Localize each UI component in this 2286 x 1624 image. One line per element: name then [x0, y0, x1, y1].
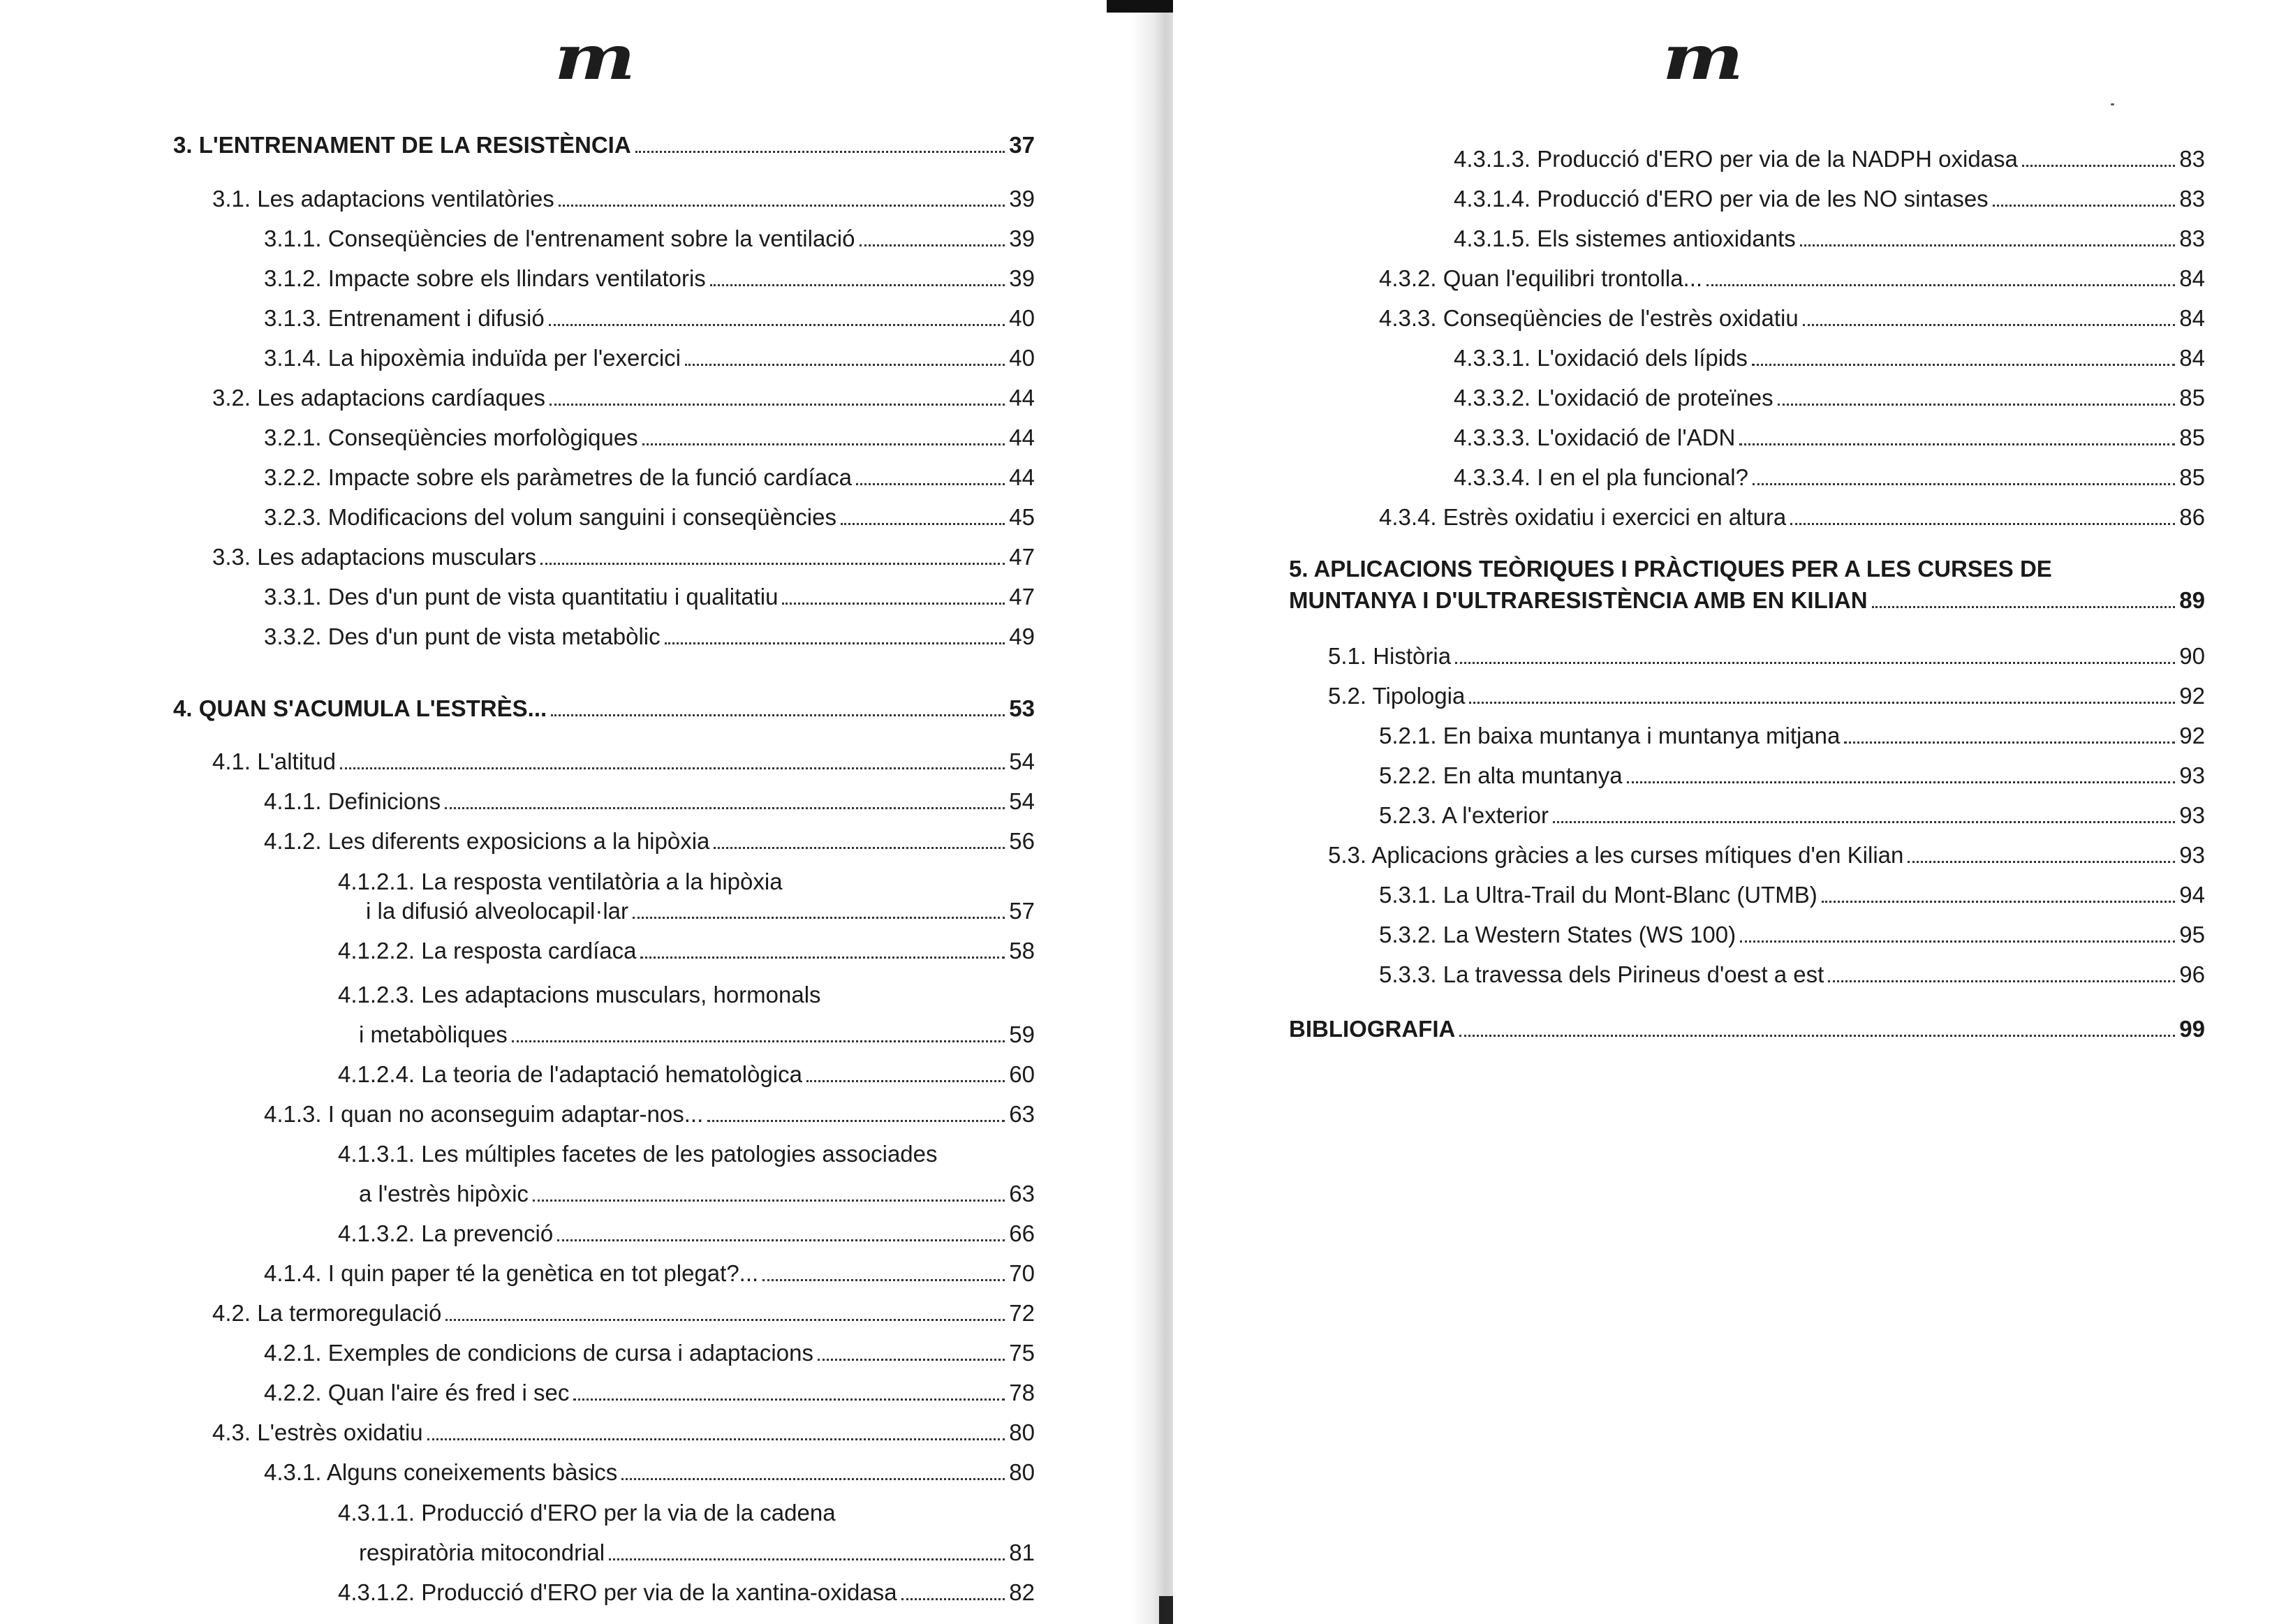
- toc-entry-title: 3.2. Les adaptacions cardíaques: [212, 385, 546, 411]
- toc-subsubsection: [1454, 184, 2205, 214]
- dot-leader: [512, 1040, 1005, 1042]
- toc-page-number: 59: [1009, 1021, 1035, 1047]
- toc-page-number: 89: [2179, 587, 2205, 613]
- toc-page-number: 72: [1009, 1300, 1035, 1326]
- toc-page-number: 90: [2179, 643, 2205, 669]
- toc-page-number: 75: [1009, 1340, 1035, 1366]
- toc-section: [1328, 641, 2205, 672]
- dot-leader: [557, 1239, 1005, 1241]
- toc-subsection: [264, 1338, 1035, 1368]
- toc-subsubsection: [338, 936, 1035, 966]
- toc-entry-title: i metabòliques: [359, 1021, 508, 1047]
- toc-page-number: 85: [2179, 385, 2205, 411]
- toc-page-number: 84: [2179, 305, 2205, 331]
- dot-leader: [782, 603, 1005, 605]
- toc-subsubsection: [338, 1577, 1035, 1608]
- dot-leader: [1455, 662, 2175, 664]
- dot-leader: [573, 1398, 1005, 1401]
- toc-entry-title: 4.3. L'estrès oxidatiu: [212, 1419, 423, 1445]
- toc-page-number: 57: [1009, 898, 1035, 924]
- toc-entry-title: 4.3.1.4. Producció d'ERO per via de les NO sintases: [1454, 186, 1989, 212]
- dot-leader: [818, 1359, 1005, 1361]
- dot-leader: [762, 1279, 1005, 1281]
- toc-page-number: 63: [1009, 1101, 1035, 1127]
- toc-entry-title: 4.1.2.4. La teoria de l'adaptació hematològica: [338, 1061, 802, 1087]
- publisher-logo: m: [554, 21, 633, 94]
- toc-page-number: 60: [1009, 1061, 1035, 1087]
- toc-page-number: 47: [1009, 584, 1035, 610]
- dot-leader: [1778, 404, 2176, 406]
- toc-page-number: 56: [1009, 828, 1035, 854]
- dot-leader: [340, 767, 1005, 769]
- toc-bibliography: [1289, 1014, 2205, 1044]
- dot-leader: [550, 404, 1005, 406]
- toc-page-number: 92: [2179, 723, 2205, 748]
- toc-page-number: 54: [1009, 788, 1035, 814]
- toc-page-number: 94: [2179, 882, 2205, 908]
- toc-entry-title: 3.3.2. Des d'un punt de vista metabòlic: [264, 623, 661, 649]
- toc-subsubsection: [338, 1059, 1035, 1090]
- toc-page-number: 40: [1009, 345, 1035, 371]
- toc-subsection: [264, 786, 1035, 817]
- dot-leader: [707, 1120, 1005, 1122]
- toc-page-number: 44: [1009, 425, 1035, 450]
- dot-leader: [1739, 443, 2175, 445]
- dot-leader: [445, 807, 1005, 809]
- toc-entry-title: 4.1.2. Les diferents exposicions a la hipòxia: [264, 828, 710, 854]
- toc-page-number: 92: [2179, 683, 2205, 709]
- dot-leader: [710, 284, 1005, 286]
- toc-page-number: 82: [1009, 1579, 1035, 1605]
- toc-entry-title: 4.1.4. I quin paper té la genètica en tot plegat?...: [264, 1260, 759, 1286]
- toc-entry-title: 5.2.1. En baixa muntanya i muntanya mitjana: [1379, 723, 1841, 748]
- toc-page-number: 84: [2179, 345, 2205, 371]
- toc-entry-title: 3.3.1. Des d'un punt de vista quantitatiu i qualitatiu: [264, 584, 779, 610]
- toc-subsection: [264, 1258, 1035, 1289]
- toc-entry-title: 3.1.3. Entrenament i difusió: [264, 305, 545, 331]
- dot-leader: [640, 957, 1005, 959]
- toc-subsubsection: 4.1.2.3. Les adaptacions musculars, hormonals: [338, 982, 821, 1007]
- dot-leader: [1844, 741, 2175, 744]
- publisher-logo: m: [1662, 21, 1741, 94]
- toc-section: [212, 383, 1035, 413]
- toc-entry-title: 4.3.3.1. L'oxidació dels lípids: [1454, 345, 1748, 371]
- toc-subsection: [1379, 800, 2205, 831]
- toc-page-number: 49: [1009, 623, 1035, 649]
- toc-entry-title: respiratòria mitocondrial: [359, 1540, 605, 1565]
- dot-leader: [1459, 1035, 2175, 1037]
- toc-chapter-5-title: 5. APLICACIONS TEÒRIQUES I PRÀCTIQUES PER A LES CURSES DE: [1289, 556, 2052, 582]
- toc-page-number: 53: [1009, 695, 1035, 721]
- dot-leader: [1553, 821, 2175, 823]
- toc-section: [212, 542, 1035, 573]
- toc-subsubsection-cont: [359, 1179, 1035, 1209]
- dot-leader: [540, 563, 1005, 565]
- toc-subsection: [264, 1099, 1035, 1130]
- toc-page-number: 39: [1009, 226, 1035, 251]
- toc-entry-title: 4.2.1. Exemples de condicions de cursa i adaptacions: [264, 1340, 813, 1366]
- toc-entry-title: 3.2.3. Modificacions del volum sanguini i conseqüències: [264, 504, 836, 530]
- dot-leader: [1469, 702, 2175, 704]
- toc-page-number: 99: [2179, 1016, 2205, 1042]
- toc-section: [212, 184, 1035, 214]
- toc-entry-title: 4.1. L'altitud: [212, 748, 336, 774]
- toc-chapter-3: [173, 130, 1035, 161]
- toc-subsubsection: [1454, 144, 2205, 175]
- dot-leader: [856, 483, 1005, 485]
- dot-leader: [609, 1558, 1005, 1560]
- toc-subsubsection: [1454, 383, 2205, 413]
- toc-entry-title: MUNTANYA I D'ULTRARESISTÈNCIA AMB EN KILIAN: [1289, 587, 1868, 613]
- toc-page-number: 63: [1009, 1181, 1035, 1206]
- toc-chapter-5: [1289, 585, 2205, 616]
- toc-entry-title: 5.2.3. A l'exterior: [1379, 802, 1549, 828]
- dot-leader: [1752, 364, 2175, 366]
- toc-page-number: 83: [2179, 226, 2205, 251]
- dot-leader: [2022, 165, 2175, 167]
- toc-subsection: [1379, 880, 2205, 910]
- dot-leader: [551, 714, 1005, 716]
- toc-page-number: 85: [2179, 464, 2205, 490]
- toc-entry-title: 4.3.1.3. Producció d'ERO per via de la NADPH oxidasa: [1454, 146, 2018, 172]
- toc-subsubsection: [338, 1218, 1035, 1249]
- toc-page-number: 95: [2179, 922, 2205, 947]
- toc-subsection: [1379, 959, 2205, 990]
- toc-page-number: 83: [2179, 186, 2205, 212]
- dot-leader: [1872, 606, 2176, 608]
- toc-entry-title: 4.3.2. Quan l'equilibri trontolla...: [1379, 265, 1703, 291]
- toc-subsubsection-cont: [359, 1019, 1035, 1050]
- dot-leader: [901, 1598, 1005, 1600]
- toc-page-number: 85: [2179, 425, 2205, 450]
- toc-entry-title: 3.1.4. La hipoxèmia induïda per l'exercici: [264, 345, 681, 371]
- toc-subsubsection-cont: [359, 1537, 1035, 1568]
- toc-entry-title: 4.2. La termoregulació: [212, 1300, 442, 1326]
- toc-entry-title: 5.3.1. La Ultra-Trail du Mont-Blanc (UTMB): [1379, 882, 1817, 908]
- toc-subsubsection: [1454, 343, 2205, 374]
- dot-leader: [633, 917, 1005, 919]
- toc-entry-title: 4.3.3.2. L'oxidació de proteïnes: [1454, 385, 1774, 411]
- toc-subsection: [264, 343, 1035, 374]
- toc-entry-title: 3.2.2. Impacte sobre els paràmetres de la funció cardíaca: [264, 464, 852, 490]
- toc-entry-title: 5.1. Història: [1328, 643, 1452, 669]
- toc-page-number: 81: [1009, 1540, 1035, 1565]
- toc-subsection: [264, 502, 1035, 533]
- toc-entry-title: 3.1.1. Conseqüències de l'entrenament sobre la ventilació: [264, 226, 855, 251]
- toc-entry-title: 5.3.2. La Western States (WS 100): [1379, 922, 1736, 947]
- toc-section: [212, 1417, 1035, 1448]
- dot-leader: [1993, 205, 2176, 207]
- toc-entry-title: 5.2.2. En alta muntanya: [1379, 762, 1623, 788]
- toc-page-number: 80: [1009, 1459, 1035, 1485]
- toc-subsection: [264, 223, 1035, 254]
- toc-subsubsection: 4.1.2.1. La resposta ventilatòria a la hipòxia: [338, 869, 783, 894]
- dot-leader: [559, 205, 1005, 207]
- toc-chapter-4: [173, 693, 1035, 724]
- toc-page-number: 44: [1009, 385, 1035, 411]
- dot-leader: [533, 1199, 1005, 1202]
- toc-page-number: 37: [1009, 132, 1035, 158]
- toc-subsubsection: 4.3.1.1. Producció d'ERO per la via de la cadena: [338, 1500, 836, 1526]
- toc-section: [1328, 681, 2205, 711]
- toc-subsection: [264, 582, 1035, 612]
- toc-entry-title: 3.1.2. Impacte sobre els llindars ventilatoris: [264, 265, 706, 291]
- toc-subsection: [1379, 760, 2205, 791]
- dot-leader: [1753, 483, 2175, 485]
- toc-subsubsection: [1454, 422, 2205, 453]
- print-speck: [2111, 103, 2114, 105]
- toc-entry-title: 4.1.3. I quan no aconseguim adaptar-nos...: [264, 1101, 704, 1127]
- toc-entry-title: 3. L'ENTRENAMENT DE LA RESISTÈNCIA: [173, 132, 631, 158]
- toc-entry-title: 4.3.3.3. L'oxidació de l'ADN: [1454, 425, 1736, 450]
- toc-page-number: 54: [1009, 748, 1035, 774]
- toc-section: [1328, 840, 2205, 871]
- toc-subsection: [264, 621, 1035, 652]
- toc-subsection: [1379, 721, 2205, 751]
- toc-entry-title: 3.3. Les adaptacions musculars: [212, 544, 537, 570]
- toc-entry-title: i la difusió alveolocapil·lar: [366, 898, 629, 924]
- toc-page-number: 86: [2179, 504, 2205, 530]
- toc-subsection: [264, 422, 1035, 453]
- toc-entry-title: 4.1.2.2. La resposta cardíaca: [338, 938, 637, 964]
- dot-leader: [1706, 284, 2175, 286]
- toc-page-number: 66: [1009, 1220, 1035, 1246]
- toc-entry-title: 5.2. Tipologia: [1328, 683, 1466, 709]
- dot-leader: [621, 1478, 1005, 1480]
- toc-entry-title: 4.3.1.2. Producció d'ERO per via de la xantina-oxidasa: [338, 1579, 897, 1605]
- toc-entry-title: 4.1.3.2. La prevenció: [338, 1220, 554, 1246]
- toc-page-number: 93: [2179, 762, 2205, 788]
- toc-entry-title: 4.3.1. Alguns coneixements bàsics: [264, 1459, 618, 1485]
- toc-entry-title: 3.1. Les adaptacions ventilatòries: [212, 186, 554, 212]
- toc-entry-title: 4. QUAN S'ACUMULA L'ESTRÈS...: [173, 695, 547, 721]
- dot-leader: [806, 1080, 1005, 1082]
- toc-page-number: 39: [1009, 265, 1035, 291]
- dot-leader: [841, 523, 1005, 525]
- toc-subsection: [264, 462, 1035, 493]
- toc-subsection: [264, 1378, 1035, 1408]
- toc-entry-title: 5.3. Aplicacions gràcies a les curses mítiques d'en Kilian: [1328, 842, 1904, 868]
- toc-page-number: 44: [1009, 464, 1035, 490]
- dot-leader: [1627, 781, 2176, 783]
- toc-entry-title: BIBLIOGRAFIA: [1289, 1016, 1456, 1042]
- toc-entry-title: 3.2.1. Conseqüències morfològiques: [264, 425, 638, 450]
- toc-page-number: 47: [1009, 544, 1035, 570]
- dot-leader: [1908, 861, 2175, 863]
- toc-page-number: 96: [2179, 961, 2205, 987]
- toc-entry-title: 4.3.4. Estrès oxidatiu i exercici en altura: [1379, 504, 1787, 530]
- toc-page-number: 84: [2179, 265, 2205, 291]
- toc-page-number: 58: [1009, 938, 1035, 964]
- toc-subsubsection-cont: [366, 896, 1035, 927]
- toc-page-number: 78: [1009, 1380, 1035, 1405]
- gutter-shadow-bottom: [1159, 1596, 1174, 1624]
- toc-page-number: 45: [1009, 504, 1035, 530]
- toc-page-number: 83: [2179, 146, 2205, 172]
- toc-subsubsection: [1454, 462, 2205, 493]
- dot-leader: [1790, 523, 2175, 525]
- toc-subsection: [1379, 502, 2205, 533]
- right-page: [1173, 0, 2286, 1624]
- dot-leader: [635, 151, 1005, 153]
- toc-page-number: 39: [1009, 186, 1035, 212]
- toc-page-number: 93: [2179, 842, 2205, 868]
- toc-subsubsection: [1454, 223, 2205, 254]
- toc-subsection: [264, 826, 1035, 857]
- toc-entry-title: 4.3.1.5. Els sistemes antioxidants: [1454, 226, 1796, 251]
- toc-entry-title: 4.3.3.4. I en el pla funcional?: [1454, 464, 1748, 490]
- toc-entry-title: 4.2.2. Quan l'aire és fred i sec: [264, 1380, 570, 1405]
- toc-subsection: [264, 1457, 1035, 1488]
- toc-subsection: [1379, 920, 2205, 950]
- dot-leader: [1803, 324, 2176, 326]
- toc-subsection: [264, 303, 1035, 334]
- dot-leader: [1740, 940, 2175, 943]
- dot-leader: [665, 642, 1005, 644]
- toc-subsection: [264, 263, 1035, 294]
- toc-entry-title: 4.3.3. Conseqüències de l'estrès oxidatiu: [1379, 305, 1799, 331]
- toc-entry-title: 5.3.3. La travessa dels Pirineus d'oest a est: [1379, 961, 1824, 987]
- toc-page-number: 93: [2179, 802, 2205, 828]
- dot-leader: [549, 324, 1005, 326]
- toc-section: [212, 1298, 1035, 1329]
- dot-leader: [685, 364, 1005, 366]
- toc-subsubsection: 4.1.3.1. Les múltiples facetes de les patologies associades: [338, 1141, 938, 1167]
- dot-leader: [427, 1438, 1005, 1440]
- dot-leader: [1800, 244, 2176, 246]
- toc-section: [212, 746, 1035, 777]
- toc-page-number: 80: [1009, 1419, 1035, 1445]
- dot-leader: [642, 443, 1005, 445]
- toc-page-number: 70: [1009, 1260, 1035, 1286]
- dot-leader: [714, 847, 1005, 849]
- toc-subsection: [1379, 303, 2205, 334]
- dot-leader: [445, 1319, 1005, 1321]
- toc-entry-title: 4.1.1. Definicions: [264, 788, 441, 814]
- dot-leader: [1822, 901, 2175, 903]
- toc-entry-title: a l'estrès hipòxic: [359, 1181, 529, 1206]
- toc-page-number: 40: [1009, 305, 1035, 331]
- dot-leader: [860, 244, 1005, 246]
- dot-leader: [1828, 980, 2175, 982]
- toc-subsection: [1379, 263, 2205, 294]
